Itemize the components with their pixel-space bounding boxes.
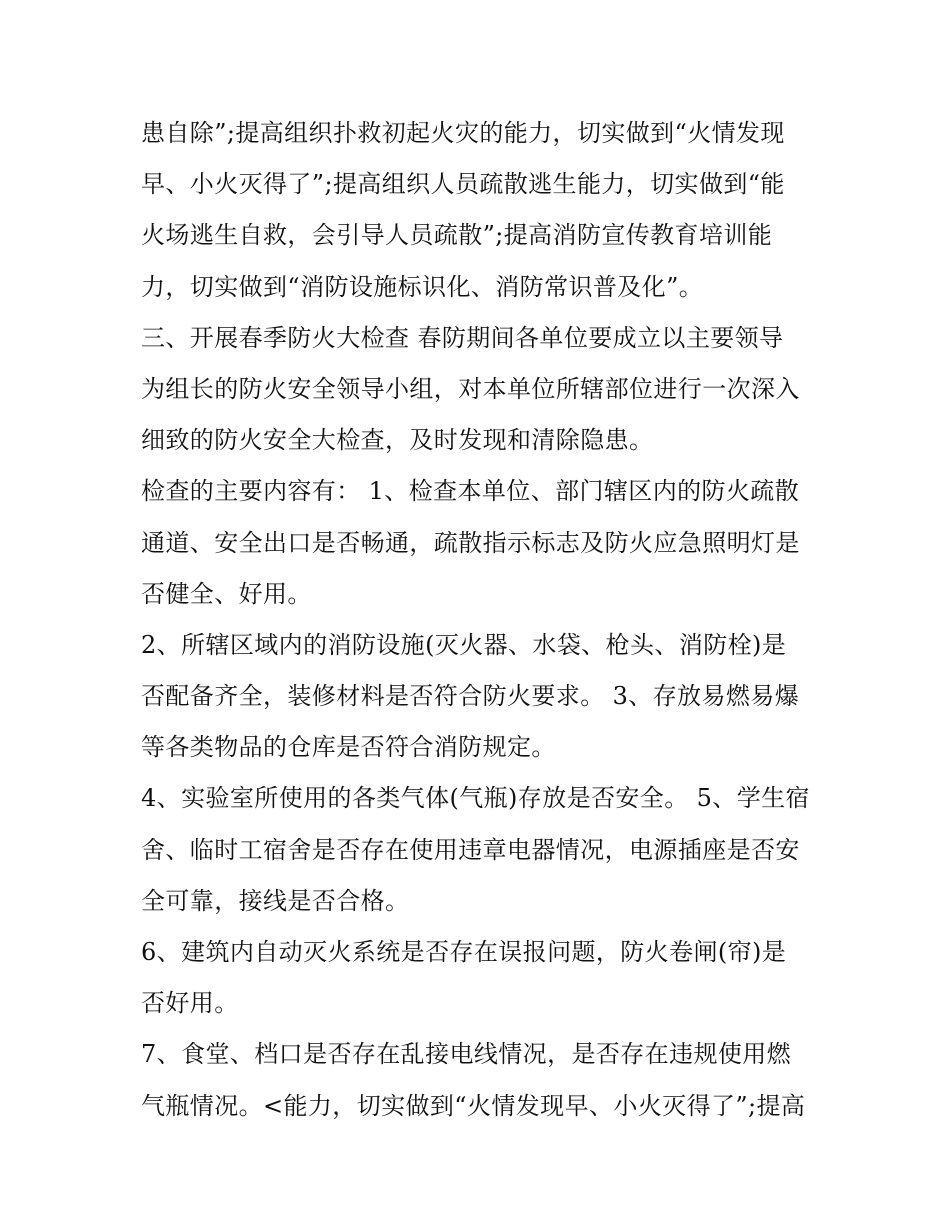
text-line: 三、开展春季防火大检查 春防期间各单位要成立以主要领导: [141, 323, 784, 352]
text-line: 全可靠，接线是否合格。: [141, 886, 410, 915]
text-line: 否健全、好用。: [141, 579, 312, 608]
text-line: 患自除”;提高组织扑救初起火灾的能力，切实做到“火情发现: [141, 119, 785, 147]
text-line: 2、所辖区域内的消防设施(灭火器、水袋、枪头、消防栓)是: [141, 630, 787, 659]
text-line: 否配备齐全，装修材料是否符合防火要求。 3、存放易燃易爆: [141, 682, 800, 711]
text-line: 6、建筑内自动灭火系统是否存在误报问题，防火卷闸(帘)是: [141, 938, 787, 966]
text-line: 力，切实做到“消防设施标识化、消防常识普及化”。: [141, 272, 704, 301]
text-line: 早、小火灭得了”;提高组织人员疏散逃生能力，切实做到“能: [141, 170, 785, 199]
text-line: 检查的主要内容有： 1、检查本单位、部门辖区内的防火疏散: [141, 477, 800, 506]
text-line: 舍、临时工宿舍是否存在使用违章电器情况，电源插座是否安: [141, 835, 800, 864]
text-line: 细致的防火安全大检查，及时发现和清除隐患。: [141, 426, 654, 455]
text-line: 通道、安全出口是否畅通，疏散指示标志及防火应急照明灯是: [141, 528, 800, 557]
text-line: 火场逃生自救，会引导人员疏散”;提高消防宣传教育培训能: [141, 221, 773, 250]
text-line: 气瓶情况。<能力，切实做到“火情发现早、小火灭得了”;提高: [141, 1091, 806, 1120]
text-line: 4、实验室所使用的各类气体(气瓶)存放是否安全。 5、学生宿: [141, 784, 810, 813]
text-line: 等各类物品的仓库是否符合消防规定。: [141, 733, 556, 762]
text-line: 7、食堂、档口是否存在乱接电线情况，是否存在违规使用燃: [141, 1040, 792, 1069]
text-line: 为组长的防火安全领导小组，对本单位所辖部位进行一次深入: [141, 374, 800, 403]
text-line: 否好用。: [141, 989, 239, 1018]
document-body: [141, 108, 821, 1132]
